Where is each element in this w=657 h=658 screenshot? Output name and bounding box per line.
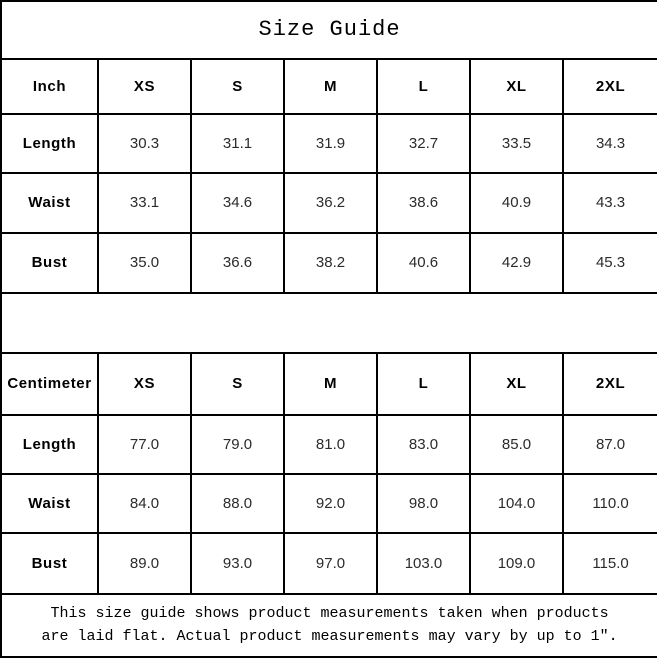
inch-waist-row — [1, 173, 657, 233]
cm-bust-xs: 89.0 — [98, 533, 191, 594]
cm-length-2xl: 87.0 — [563, 415, 657, 474]
footer-note — [1, 594, 657, 657]
footer-note-line1: This size guide shows product measurements taken when products — [50, 605, 609, 623]
cm-length-xl: 85.0 — [470, 415, 563, 474]
cm-length-l: 83.0 — [377, 415, 470, 474]
inch-length-s: 31.1 — [191, 114, 284, 173]
inch-bust-xl: 42.9 — [470, 233, 563, 293]
inch-length-xl: 33.5 — [470, 114, 563, 173]
cm-length-s: 79.0 — [191, 415, 284, 474]
inch-length-2xl: 34.3 — [563, 114, 657, 173]
inch-length-l: 32.7 — [377, 114, 470, 173]
inch-waist-xs: 33.1 — [98, 173, 191, 233]
cm-header-row — [1, 353, 657, 415]
cm-bust-m: 97.0 — [284, 533, 377, 594]
cm-size-header-xl: XL — [470, 353, 563, 415]
cm-size-header-m: M — [284, 353, 377, 415]
spacer-row — [1, 293, 657, 353]
inch-bust-m: 38.2 — [284, 233, 377, 293]
inch-length-xs: 30.3 — [98, 114, 191, 173]
cm-size-header-l: L — [377, 353, 470, 415]
row-label-bust: Bust — [1, 533, 98, 594]
cm-length-xs: 77.0 — [98, 415, 191, 474]
cm-size-header-xs: XS — [98, 353, 191, 415]
cm-bust-2xl: 115.0 — [563, 533, 657, 594]
inch-waist-xl: 40.9 — [470, 173, 563, 233]
cm-bust-xl: 109.0 — [470, 533, 563, 594]
page-title: Size Guide — [1, 1, 657, 59]
cm-unit-header: Centimeter — [1, 353, 98, 415]
cm-bust-row — [1, 533, 657, 594]
cm-waist-xs: 84.0 — [98, 474, 191, 533]
row-label-bust: Bust — [1, 233, 98, 293]
inch-size-header-l: L — [377, 59, 470, 114]
cm-waist-row — [1, 474, 657, 533]
cm-waist-s: 88.0 — [191, 474, 284, 533]
inch-size-header-xs: XS — [98, 59, 191, 114]
footer-note-line2: are laid flat. Actual product measurements may vary by up to 1″. — [41, 628, 618, 646]
cm-bust-l: 103.0 — [377, 533, 470, 594]
inch-bust-s: 36.6 — [191, 233, 284, 293]
inch-waist-m: 36.2 — [284, 173, 377, 233]
cm-length-row — [1, 415, 657, 474]
row-label-length: Length — [1, 415, 98, 474]
cm-waist-2xl: 110.0 — [563, 474, 657, 533]
inch-size-header-s: S — [191, 59, 284, 114]
row-label-length: Length — [1, 114, 98, 173]
inch-bust-xs: 35.0 — [98, 233, 191, 293]
cm-length-m: 81.0 — [284, 415, 377, 474]
inch-length-row — [1, 114, 657, 173]
inch-unit-header: Inch — [1, 59, 98, 114]
row-label-waist: Waist — [1, 474, 98, 533]
inch-size-header-xl: XL — [470, 59, 563, 114]
inch-length-m: 31.9 — [284, 114, 377, 173]
cm-size-header-2xl: 2XL — [563, 353, 657, 415]
inch-waist-s: 34.6 — [191, 173, 284, 233]
inch-header-row — [1, 59, 657, 114]
footer-row — [1, 594, 657, 657]
cm-waist-l: 98.0 — [377, 474, 470, 533]
inch-bust-l: 40.6 — [377, 233, 470, 293]
cm-size-header-s: S — [191, 353, 284, 415]
cm-waist-m: 92.0 — [284, 474, 377, 533]
cm-bust-s: 93.0 — [191, 533, 284, 594]
inch-bust-2xl: 45.3 — [563, 233, 657, 293]
row-label-waist: Waist — [1, 173, 98, 233]
inch-waist-2xl: 43.3 — [563, 173, 657, 233]
title-row — [1, 1, 657, 59]
spacer-cell — [1, 293, 657, 353]
inch-size-header-m: M — [284, 59, 377, 114]
cm-waist-xl: 104.0 — [470, 474, 563, 533]
inch-size-header-2xl: 2XL — [563, 59, 657, 114]
inch-bust-row — [1, 233, 657, 293]
inch-waist-l: 38.6 — [377, 173, 470, 233]
